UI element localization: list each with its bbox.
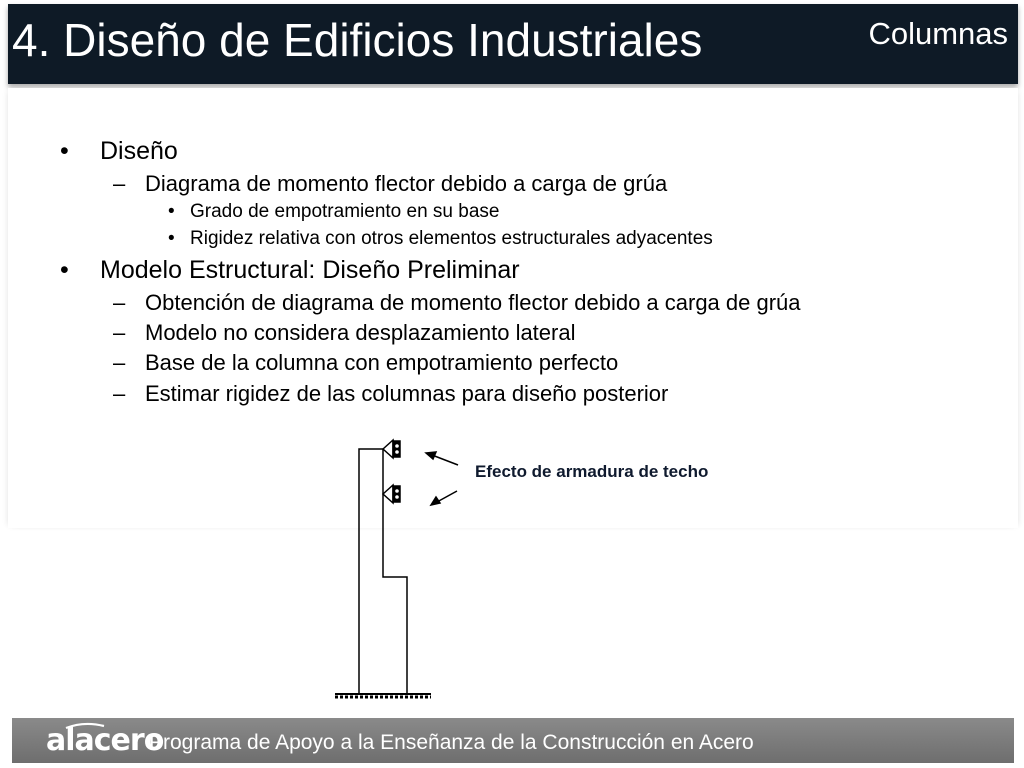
bullet-level3 bbox=[168, 201, 500, 223]
section-label: Columnas bbox=[868, 16, 1008, 51]
bullet-level3 bbox=[168, 228, 713, 250]
bullet-marker: – bbox=[113, 320, 126, 345]
annotation-arrows bbox=[426, 452, 458, 505]
bullet-text: Rigidez relativa con otros elementos estructurales adyacentes bbox=[190, 228, 713, 249]
bullet-text: Diagrama de momento flector debido a carga de grúa bbox=[145, 171, 668, 196]
truss-support-bottom bbox=[383, 485, 400, 503]
bullet-marker: – bbox=[113, 171, 126, 196]
bullet-marker: – bbox=[113, 290, 126, 315]
title-bar bbox=[8, 4, 1018, 84]
bullet-marker: • bbox=[60, 256, 69, 284]
bullet-text: Base de la columna con empotramiento perfecto bbox=[145, 350, 619, 375]
bullet-level1 bbox=[60, 255, 520, 285]
bullet-text: Modelo no considera desplazamiento lateral bbox=[145, 320, 576, 345]
bullet-level2 bbox=[113, 381, 669, 407]
bullet-text: Grado de empotramiento en su base bbox=[190, 201, 500, 222]
bullet-text: Estimar rigidez de las columnas para diseño posterior bbox=[145, 381, 669, 406]
bullet-marker: • bbox=[168, 228, 175, 249]
slide-title: 4. Diseño de Edificios Industriales bbox=[12, 14, 703, 66]
bullet-text: Modelo Estructural: Diseño Preliminar bbox=[100, 256, 520, 284]
bullet-marker: – bbox=[113, 350, 126, 375]
bullet-text: Diseño bbox=[100, 137, 178, 165]
footer-program-text: Programa de Apoyo a la Enseñanza de la Construcción en Acero bbox=[149, 731, 754, 754]
diagram-annotation: Efecto de armadura de techo bbox=[475, 462, 709, 481]
bullet-level2 bbox=[113, 171, 668, 197]
bullet-text: Obtención de diagrama de momento flector debido a carga de grúa bbox=[145, 290, 801, 315]
bullet-level2 bbox=[113, 290, 801, 316]
bullet-marker: • bbox=[60, 137, 69, 165]
footer-bar bbox=[12, 718, 1014, 763]
bullet-marker: – bbox=[113, 381, 126, 406]
bullet-level2 bbox=[113, 350, 619, 376]
bullet-level2 bbox=[113, 320, 576, 346]
truss-support-top bbox=[383, 440, 400, 458]
bullet-marker: • bbox=[168, 201, 175, 222]
alacero-logo: alacero bbox=[46, 723, 164, 758]
bullet-level1 bbox=[60, 136, 178, 166]
fixed-base bbox=[335, 694, 431, 697]
